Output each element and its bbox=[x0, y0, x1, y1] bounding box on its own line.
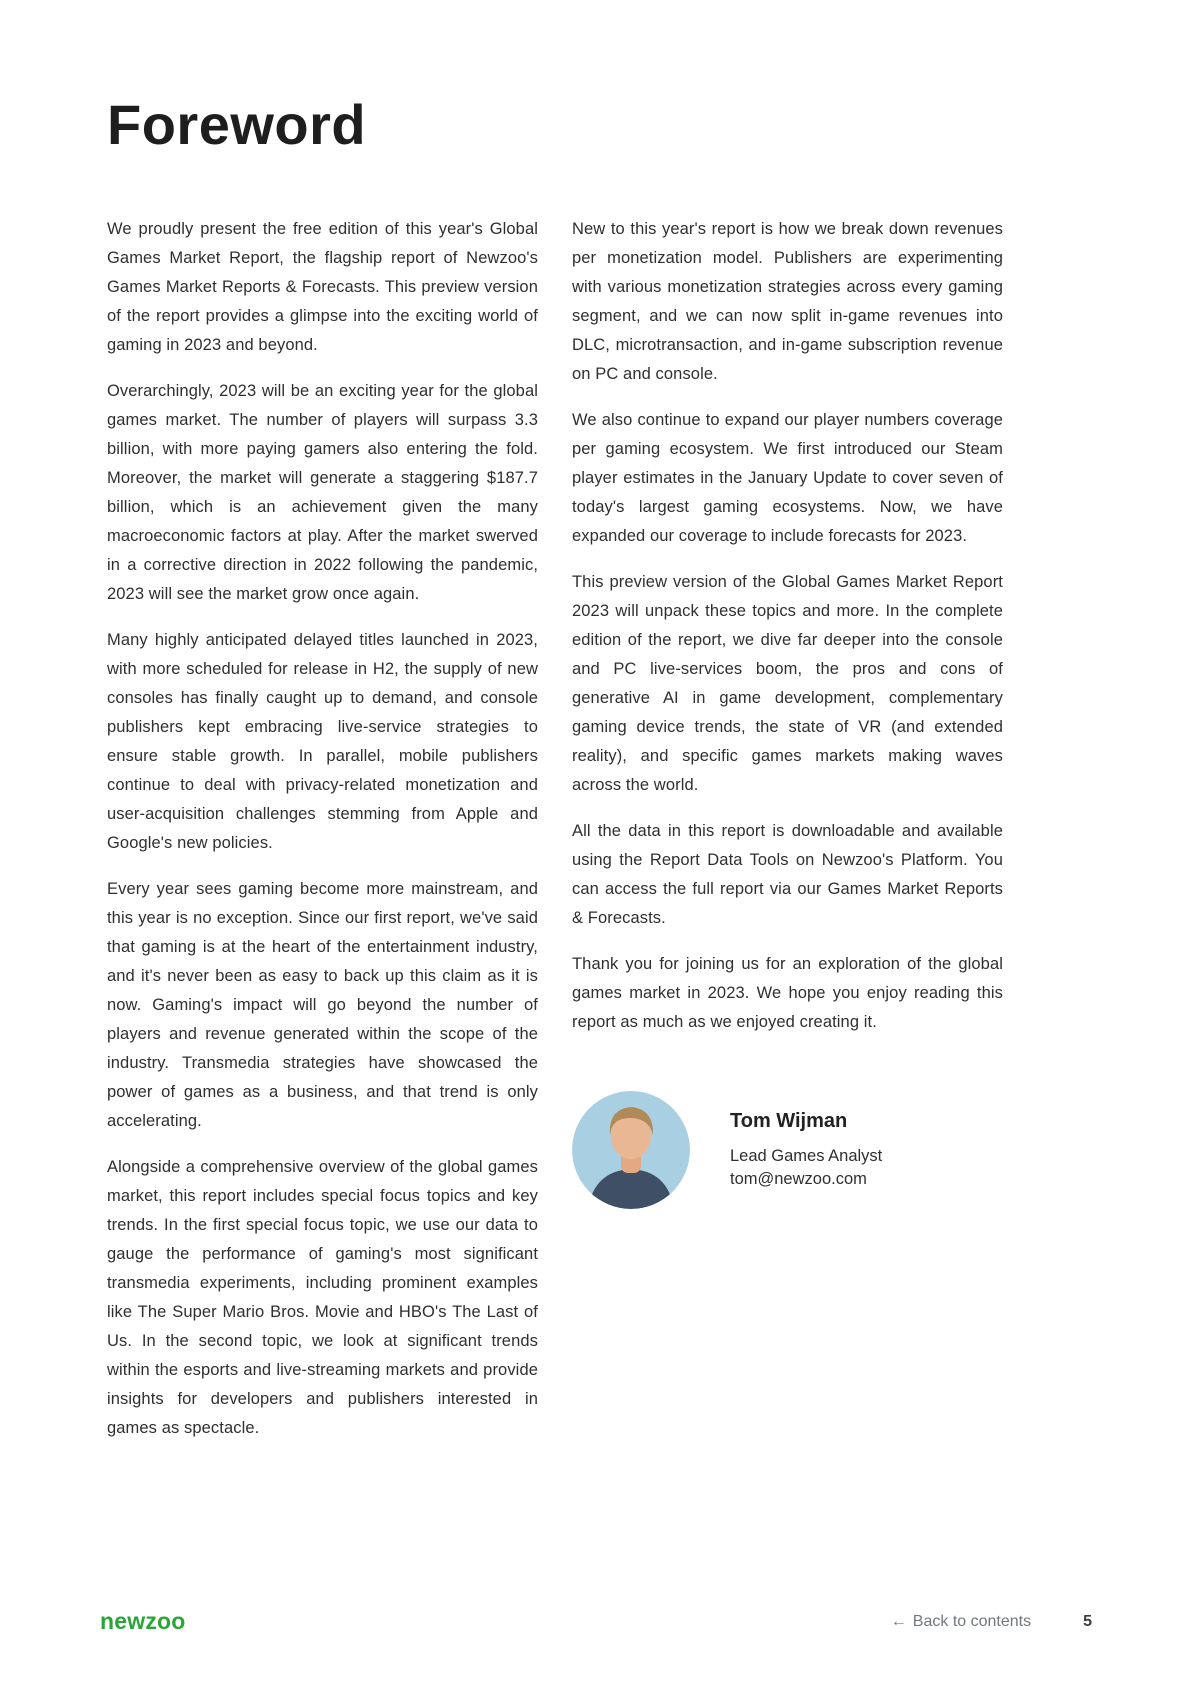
back-to-contents-link[interactable] bbox=[891, 1613, 1031, 1631]
paragraph: This preview version of the Global Games Market Report 2023 will unpack these topics and more. In the complete edition of the report, we dive far deeper into the console and PC live-services boom, the pros and cons of generative AI in game development, complementary gaming device trends, the state of VR (and extended reality), and specific games markets making waves across the world. bbox=[572, 573, 1003, 794]
author-info bbox=[730, 1110, 882, 1191]
paragraph: Every year sees gaming become more mainstream, and this year is no exception. Since our first report, we've said that gaming is at the heart of the entertainment industry, and it's never been as easy to back up this claim as it is now. Gaming's impact will go beyond the number of players and revenue generated within the scope of the industry. Transmedia strategies have showcased the power of games as a business, and that trend is only accelerating. bbox=[107, 880, 538, 1130]
author-photo bbox=[572, 1091, 690, 1209]
paragraph: We proudly present the free edition of this year's Global Games Market Report, the flagship report of Newzoo's Games Market Reports & Forecasts. This preview version of the report provides a glimpse into the exciting world of gaming in 2023 and beyond. bbox=[107, 220, 538, 354]
newzoo-logo: newzoo bbox=[100, 1608, 186, 1634]
paragraph: Overarchingly, 2023 will be an exciting year for the global games market. The number of players will surpass 3.3 billion, with more paying gamers also entering the fold. Moreover, the market will generate a staggering $187.7 billion, which is an achievement given the many macroeconomic factors at play. After the market swerved in a corrective direction in 2022 following the pandemic, 2023 will see the market grow once again. bbox=[107, 382, 538, 603]
paragraph: New to this year's report is how we break down revenues per monetization model. Publishers are experimenting with various monetization strategies across every gaming segment, and we can now split in-game revenues into DLC, microtransaction, and in-game subscription revenue on PC and console. bbox=[572, 220, 1003, 383]
paragraph: We also continue to expand our player numbers coverage per gaming ecosystem. We first introduced our Steam player estimates in the January Update to cover seven of today's largest gaming ecosystems. Now, we have expanded our coverage to include forecasts for 2023. bbox=[572, 411, 1003, 545]
back-arrow-icon: ← bbox=[890, 1612, 907, 1630]
paragraph: All the data in this report is downloadable and available using the Report Data Tools on Newzoo's Platform. You can access the full report via our Games Market Reports & Forecasts. bbox=[572, 822, 1003, 927]
author-card bbox=[572, 1091, 1003, 1209]
paragraph: Many highly anticipated delayed titles launched in 2023, with more scheduled for release in H2, the supply of new consoles has finally caught up to demand, and console publishers kept embracing live-service strategies to ensure stable growth. In parallel, mobile publishers continue to deal with privacy-related monetization and user-acquisition challenges stemming from Apple and Google's new policies. bbox=[107, 631, 538, 852]
page-title: Foreword bbox=[107, 93, 367, 156]
paragraph: Alongside a comprehensive overview of the global games market, this report includes special focus topics and key trends. In the first special focus topic, we use our data to gauge the performance of gaming's most significant transmedia experiments, including prominent examples like The Super Mario Bros. Movie and HBO's The Last of Us. In the second topic, we look at significant trends within the esports and live-streaming markets and provide insights for developers and publishers interested in games as spectacle. bbox=[107, 1158, 538, 1437]
paragraph: Thank you for joining us for an exploration of the global games market in 2023. We hope you enjoy reading this report as much as we enjoyed creating it. bbox=[572, 955, 1003, 1031]
footer-right bbox=[891, 1613, 1092, 1631]
back-link-label: Back to contents bbox=[912, 1612, 1032, 1630]
author-role: Lead Games Analyst bbox=[730, 1146, 883, 1165]
author-email[interactable]: tom@newzoo.com bbox=[730, 1169, 867, 1188]
page-footer bbox=[100, 1608, 1092, 1635]
page-number: 5 bbox=[1083, 1612, 1092, 1630]
author-name: Tom Wijman bbox=[730, 1109, 848, 1132]
right-column bbox=[572, 215, 1003, 1460]
left-column bbox=[107, 215, 538, 1460]
two-column-body bbox=[107, 215, 1083, 1460]
